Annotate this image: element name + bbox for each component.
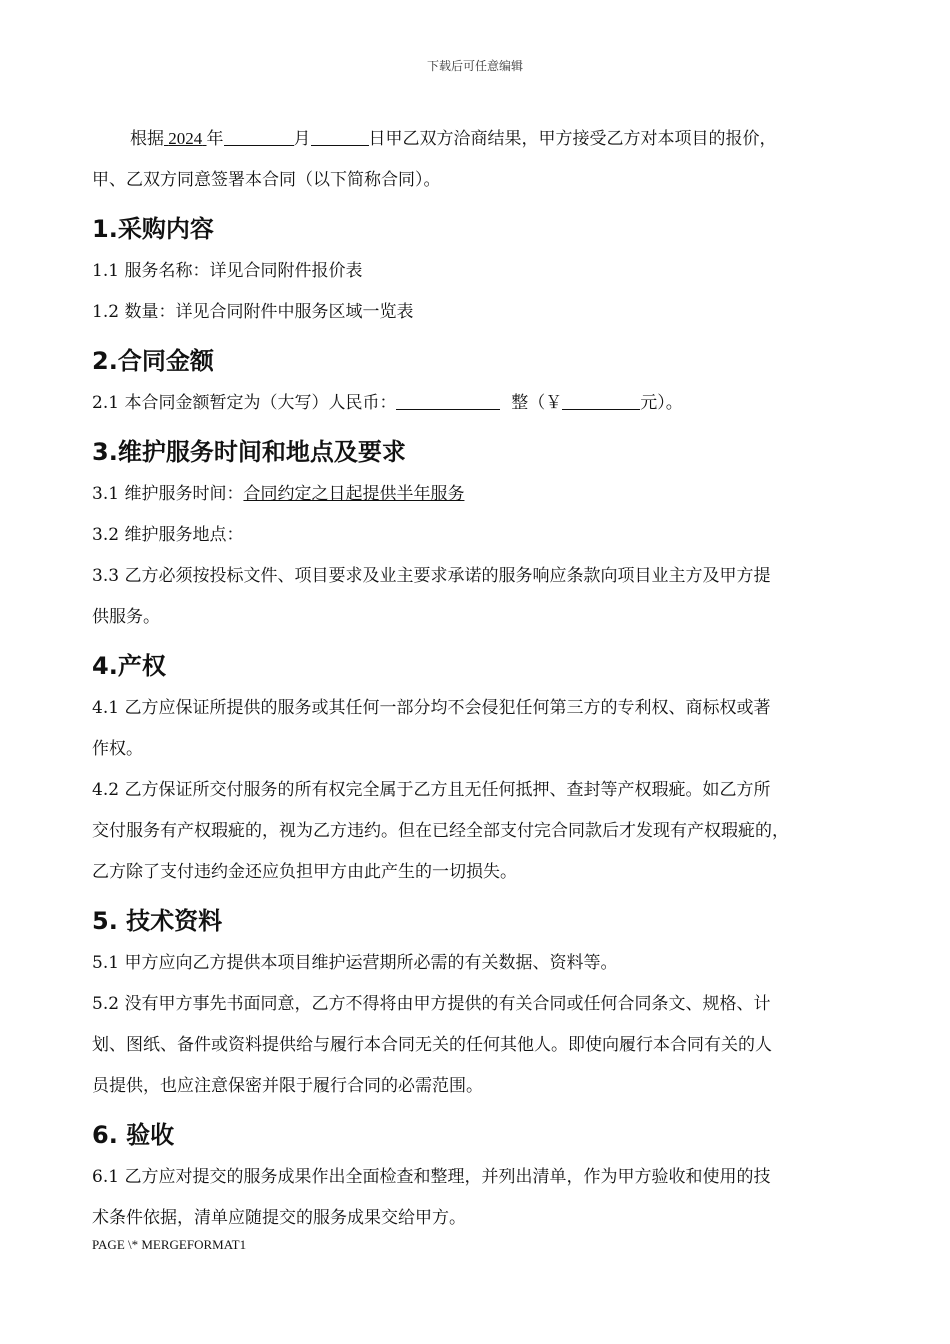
item-1-1: 1.1 服务名称：详见合同附件报价表: [92, 261, 363, 281]
amount-suffix: 元）。: [640, 393, 683, 413]
section-6-title: 6. 验收: [92, 1121, 175, 1149]
page-header: 下载后可任意编辑: [426, 59, 523, 73]
item-5-2-line-2: 划、图纸、备件或资料提供给与履行本合同无关的任何其他人。即使向履行本合同有关的人: [92, 1035, 772, 1055]
section-5-title: 5. 技术资料: [92, 907, 223, 935]
amount-number-blank: [562, 393, 640, 410]
section-3-title: 3.维护服务时间和地点及要求: [92, 438, 406, 466]
service-time-label: 3.1 维护服务时间：: [92, 484, 244, 504]
year-value: 2024: [168, 129, 203, 148]
amount-words-blank: [396, 393, 500, 410]
intro-text: 月: [293, 129, 311, 149]
section-2-title: 2.合同金额: [92, 347, 214, 375]
intro-line-2: 甲、乙双方同意签署本合同（以下简称合同）。: [92, 170, 441, 190]
intro-text: 年: [206, 129, 224, 149]
item-3-1: [92, 474, 862, 515]
document-body: [92, 118, 862, 1239]
amount-mid: 整（￥: [511, 393, 563, 413]
intro-text: 根据: [130, 129, 164, 149]
item-3-3-line-1: 3.3 乙方必须按投标文件、项目要求及业主要求承诺的服务响应条款向项目业主方及甲方提: [92, 566, 771, 586]
month-blank: [224, 129, 294, 146]
intro-line-1: [92, 118, 862, 160]
page-footer: PAGE \* MERGEFORMAT1: [92, 1237, 247, 1252]
item-2-1: [92, 383, 862, 424]
item-1-2: 1.2 数量：详见合同附件中服务区域一览表: [92, 302, 414, 322]
item-5-2-line-1: 5.2 没有甲方事先书面同意，乙方不得将由甲方提供的有关合同或任何合同条文、规格、计: [92, 994, 771, 1014]
item-4-1-line-1: 4.1 乙方应保证所提供的服务或其任何一部分均不会侵犯任何第三方的专利权、商标权或著: [92, 698, 771, 718]
intro-text: 日甲乙双方洽商结果，甲方接受乙方对本项目的报价，: [368, 129, 777, 149]
item-6-1-line-1: 6.1 乙方应对提交的服务成果作出全面检查和整理，并列出清单，作为甲方验收和使用的技: [92, 1167, 771, 1187]
item-6-1-line-2: 术条件依据，清单应随提交的服务成果交给甲方。: [92, 1208, 466, 1228]
section-4-title: 4.产权: [92, 652, 166, 680]
item-4-2-line-3: 乙方除了支付违约金还应负担甲方由此产生的一切损失。: [92, 862, 517, 882]
item-5-2-line-3: 员提供，也应注意保密并限于履行合同的必需范围。: [92, 1076, 483, 1096]
item-4-2-line-1: 4.2 乙方保证所交付服务的所有权完全属于乙方且无任何抵押、查封等产权瑕疵。如乙方所: [92, 780, 771, 800]
section-1-title: 1.采购内容: [92, 215, 214, 243]
amount-label: 2.1 本合同金额暂定为（大写）人民币：: [92, 393, 397, 413]
item-4-2-line-2: 交付服务有产权瑕疵的，视为乙方违约。但在已经全部支付完合同款后才发现有产权瑕疵的，: [92, 821, 789, 841]
service-time-value: 合同约定之日起提供半年服务: [243, 484, 465, 504]
item-3-2: 3.2 维护服务地点：: [92, 525, 244, 545]
item-5-1: 5.1 甲方应向乙方提供本项目维护运营期所必需的有关数据、资料等。: [92, 953, 618, 973]
day-blank: [311, 129, 369, 146]
item-4-1-line-2: 作权。: [92, 739, 143, 759]
item-3-3-line-2: 供服务。: [92, 607, 160, 627]
